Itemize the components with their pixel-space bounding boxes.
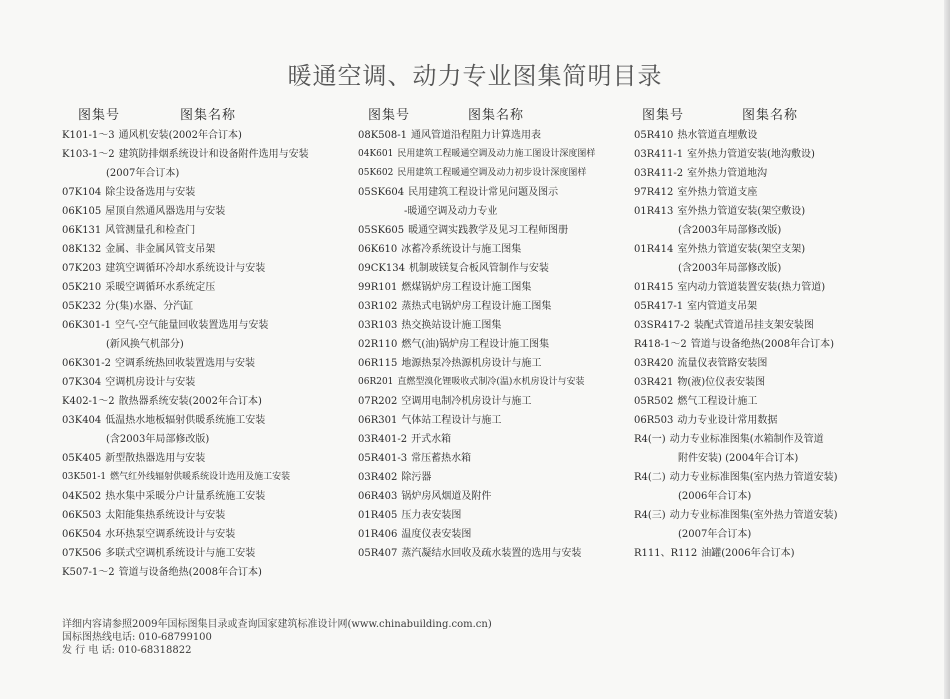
atlas-name: 冰蓄冷系统设计与施工图集	[401, 244, 522, 255]
atlas-code: 05SK604	[358, 187, 405, 198]
catalog-entry	[634, 525, 940, 544]
atlas-name: (含2003年局部修改版)	[678, 225, 782, 236]
atlas-name: 多联式空调机系统设计与施工安装	[105, 548, 256, 559]
catalog-entry	[62, 525, 352, 544]
atlas-code: 01R415	[634, 282, 674, 293]
atlas-name: 燃煤锅炉房工程设计施工图集	[401, 282, 532, 293]
page-title: 暖通空调、动力专业图集简明目录	[287, 62, 663, 90]
atlas-code: 05K232	[62, 301, 102, 312]
atlas-code: 06R201	[358, 377, 394, 387]
atlas-name: 直燃型溴化锂吸收式制冷(温)水机房设计与安装	[397, 377, 585, 387]
catalog-entry	[634, 544, 940, 563]
catalog-entry	[358, 145, 630, 164]
atlas-name: 常压蓄热水箱	[411, 453, 472, 464]
atlas-code: 05R407	[358, 548, 398, 559]
atlas-code: 08K132	[62, 244, 102, 255]
catalog-entry	[634, 392, 940, 411]
atlas-code: 97R412	[634, 187, 674, 198]
catalog-entry	[62, 297, 352, 316]
atlas-name: 散热器系统安装(2002年合订本)	[118, 396, 262, 407]
atlas-code: R418-1～2	[634, 339, 687, 350]
atlas-code: 05K405	[62, 453, 102, 464]
header-name: 图集名称	[468, 108, 525, 123]
atlas-code: R111、R112	[634, 548, 698, 559]
atlas-name: 气体站工程设计与施工	[401, 415, 502, 426]
atlas-code: 03R411-2	[634, 168, 684, 179]
atlas-code: 06K503	[62, 510, 102, 521]
atlas-code: 06K131	[62, 225, 102, 236]
atlas-name: (含2003年局部修改版)	[678, 263, 782, 274]
atlas-code: R4(三)	[634, 510, 666, 521]
atlas-name: 民用建筑工程暖通空调及动力施工图设计深度图样	[397, 149, 596, 159]
catalog-entry	[358, 183, 630, 202]
atlas-name: 室外热力管道安装(架空敷设)	[677, 206, 806, 217]
atlas-name: 空调用电制冷机房设计与施工	[401, 396, 532, 407]
atlas-name: 空调机房设计与安装	[105, 377, 196, 388]
catalog-entry	[634, 164, 940, 183]
atlas-name: 开式水箱	[411, 434, 452, 445]
catalog-entry	[634, 354, 940, 373]
catalog-entry	[358, 354, 630, 373]
atlas-name: 蒸汽凝结水回收及疏水装置的选用与安装	[401, 548, 582, 559]
catalog-entry	[358, 430, 630, 449]
catalog-column-2	[358, 104, 630, 563]
atlas-code: 01R406	[358, 529, 398, 540]
atlas-code: 03R103	[358, 320, 398, 331]
catalog-entry	[634, 278, 940, 297]
catalog-list	[634, 126, 940, 563]
catalog-entry	[62, 202, 352, 221]
atlas-name: 物(液)位仪表安装图	[677, 377, 766, 388]
catalog-entry	[358, 126, 630, 145]
catalog-entry	[634, 506, 940, 525]
catalog-entry	[358, 525, 630, 544]
catalog-entry	[62, 544, 352, 563]
atlas-name: 管道与设备绝热(2008年合订本)	[690, 339, 834, 350]
catalog-entry	[62, 563, 352, 582]
catalog-list	[62, 126, 352, 582]
catalog-entry	[634, 373, 940, 392]
catalog-entry	[62, 221, 352, 240]
atlas-code: 06K301-2	[62, 358, 112, 369]
atlas-name: 压力表安装图	[401, 510, 462, 521]
footer-sales-phone: 发 行 电 话: 010-68318822	[62, 645, 192, 656]
atlas-name: (2006年合订本)	[678, 491, 752, 502]
catalog-entry	[358, 278, 630, 297]
atlas-code: 03R402	[358, 472, 398, 483]
atlas-name: 机制玻镁复合板风管制作与安装	[408, 263, 549, 274]
atlas-name: 动力专业标准图集(室内热力管道安装)	[669, 472, 838, 483]
atlas-name: 空调系统热回收装置选用与安装	[115, 358, 256, 369]
catalog-entry	[62, 259, 352, 278]
atlas-name: 地源热泵冷热源机房设计与施工	[401, 358, 542, 369]
catalog-entry	[634, 430, 940, 449]
atlas-name: (含2003年局部修改版)	[106, 434, 210, 445]
catalog-entry	[634, 449, 940, 468]
atlas-name: 民用建筑工程设计常见问题及图示	[408, 187, 559, 198]
catalog-entry	[62, 183, 352, 202]
header-name: 图集名称	[180, 108, 237, 123]
catalog-entry	[62, 354, 352, 373]
atlas-name: 室外热力管道地沟	[687, 168, 768, 179]
atlas-code: 06R301	[358, 415, 398, 426]
atlas-code: 03SR417-2	[634, 320, 690, 331]
header-code: 图集号	[368, 108, 411, 123]
atlas-code: 06R115	[358, 358, 398, 369]
atlas-name: 暖通空调实践教学及见习工程师图册	[408, 225, 569, 236]
atlas-name: 室内管道支吊架	[687, 301, 758, 312]
atlas-code: 02R110	[358, 339, 398, 350]
atlas-code: 06K301-1	[62, 320, 112, 331]
catalog-entry	[634, 202, 940, 221]
catalog-entry	[62, 240, 352, 259]
column-header	[634, 104, 940, 126]
catalog-entry	[358, 202, 630, 221]
atlas-code: 06K105	[62, 206, 102, 217]
atlas-name: 燃气工程设计施工	[677, 396, 758, 407]
catalog-entry	[634, 145, 940, 164]
atlas-name: 屋顶自然通风器选用与安装	[105, 206, 226, 217]
atlas-code: 04K601	[358, 149, 394, 159]
atlas-code: 03K501-1	[62, 472, 107, 482]
catalog-entry	[62, 506, 352, 525]
header-name: 图集名称	[742, 108, 799, 123]
catalog-entry	[358, 487, 630, 506]
atlas-name: 燃气红外线辐射供暖系统设计选用及施工安装	[110, 472, 291, 482]
atlas-code: 05K602	[358, 168, 394, 178]
footer-hotline: 国标图热线电话: 010-68799100	[62, 632, 212, 643]
catalog-entry	[358, 449, 630, 468]
atlas-code: 01R405	[358, 510, 398, 521]
atlas-name: 通风机安装(2002年合订本)	[118, 130, 242, 141]
atlas-name: 低温热水地板辐射供暖系统施工安装	[105, 415, 266, 426]
atlas-code: 05K210	[62, 282, 102, 293]
catalog-entry	[62, 316, 352, 335]
atlas-name: (新风换气机部分)	[106, 339, 184, 350]
catalog-entry	[62, 487, 352, 506]
atlas-name: -暖通空调及动力专业	[404, 206, 498, 217]
catalog-entry	[62, 145, 352, 164]
catalog-entry	[634, 335, 940, 354]
atlas-name: 温度仪表安装图	[401, 529, 472, 540]
atlas-name: 室外热力管道支座	[677, 187, 758, 198]
atlas-code: 06K610	[358, 244, 398, 255]
atlas-code: 04K502	[62, 491, 102, 502]
catalog-column-3	[634, 104, 940, 563]
atlas-name: 民用建筑工程暖通空调及动力初步设计深度图样	[397, 168, 587, 178]
page-edge-shadow	[944, 0, 950, 699]
atlas-name: 空气-空气能量回收装置选用与安装	[115, 320, 269, 331]
atlas-code: 05R401-3	[358, 453, 408, 464]
atlas-code: 03K404	[62, 415, 102, 426]
atlas-name: 管道与设备绝热(2008年合订本)	[118, 567, 262, 578]
atlas-name: 风管测量孔和检查门	[105, 225, 196, 236]
atlas-code: 07K304	[62, 377, 102, 388]
catalog-entry	[62, 373, 352, 392]
atlas-code: 09CK134	[358, 263, 405, 274]
atlas-code: 01R413	[634, 206, 674, 217]
atlas-name: 锅炉房风烟道及附件	[401, 491, 492, 502]
atlas-name: 热水管道直埋敷设	[677, 130, 758, 141]
atlas-name: 室外热力管道安装(架空支架)	[677, 244, 806, 255]
catalog-entry	[358, 259, 630, 278]
catalog-list	[358, 126, 630, 563]
footer-website-note: 详细内容请参照2009年国标图集目录或查询国家建筑标准设计网(www.chinabuilding.com.cn)	[62, 619, 492, 630]
atlas-name: 通风管道沿程阻力计算选用表	[411, 130, 542, 141]
atlas-code: K402-1～2	[62, 396, 115, 407]
atlas-code: 05SK605	[358, 225, 405, 236]
catalog-entry	[358, 221, 630, 240]
catalog-entry	[358, 316, 630, 335]
atlas-name: (2007年合订本)	[678, 529, 752, 540]
atlas-name: 热交换站设计施工图集	[401, 320, 502, 331]
footer-contact	[62, 618, 492, 657]
catalog-column-1	[62, 104, 352, 582]
atlas-code: 05R410	[634, 130, 674, 141]
catalog-entry	[62, 430, 352, 449]
catalog-entry	[358, 411, 630, 430]
atlas-name: 蒸热式电锅炉房工程设计施工图集	[401, 301, 552, 312]
atlas-name: 附件安装) (2004年合订本)	[678, 453, 799, 464]
atlas-name: 油罐(2006年合订本)	[701, 548, 795, 559]
atlas-name: 除污器	[401, 472, 432, 483]
catalog-entry	[358, 297, 630, 316]
atlas-name: 除尘设备选用与安装	[105, 187, 196, 198]
atlas-name: 分(集)水器、分汽缸	[105, 301, 194, 312]
catalog-entry	[634, 183, 940, 202]
atlas-code: 07K203	[62, 263, 102, 274]
atlas-name: 热水集中采暖分户计量系统施工安装	[105, 491, 266, 502]
atlas-code: 06R503	[634, 415, 674, 426]
atlas-name: 金属、非金属风管支吊架	[105, 244, 216, 255]
atlas-code: 08K508-1	[358, 130, 408, 141]
atlas-name: 采暖空调循环水系统定压	[105, 282, 216, 293]
atlas-name: 太阳能集热系统设计与安装	[105, 510, 226, 521]
catalog-entry	[358, 544, 630, 563]
catalog-entry	[634, 297, 940, 316]
catalog-entry	[62, 278, 352, 297]
atlas-code: 99R101	[358, 282, 398, 293]
catalog-entry	[62, 468, 352, 487]
atlas-name: 燃气(油)锅炉房工程设计施工图集	[401, 339, 550, 350]
column-header	[62, 104, 352, 126]
atlas-name: 动力专业设计常用数据	[677, 415, 778, 426]
atlas-name: 动力专业标准图集(室外热力管道安装)	[669, 510, 838, 521]
catalog-entry	[358, 373, 630, 392]
atlas-name: 建筑防排烟系统设计和设备附件选用与安装	[118, 149, 309, 160]
atlas-code: 05R417-1	[634, 301, 684, 312]
catalog-entry	[634, 126, 940, 145]
catalog-entry	[634, 411, 940, 430]
atlas-name: 室外热力管道安装(地沟敷设)	[687, 149, 815, 160]
catalog-entry	[358, 468, 630, 487]
atlas-code: K101-1～3	[62, 130, 115, 141]
atlas-name: 流量仪表管路安装图	[677, 358, 768, 369]
atlas-name: 水环热泵空调系统设计与安装	[105, 529, 236, 540]
atlas-name: 室内动力管道装置安装(热力管道)	[677, 282, 826, 293]
catalog-entry	[62, 126, 352, 145]
atlas-name: 新型散热器选用与安装	[105, 453, 206, 464]
catalog-entry	[62, 164, 352, 183]
catalog-entry	[634, 487, 940, 506]
atlas-code: 03R421	[634, 377, 674, 388]
atlas-code: 03R411-1	[634, 149, 684, 160]
atlas-code: 01R414	[634, 244, 674, 255]
atlas-code: K103-1～2	[62, 149, 115, 160]
atlas-code: 03R401-2	[358, 434, 408, 445]
catalog-entry	[634, 221, 940, 240]
catalog-entry	[634, 316, 940, 335]
atlas-code: 07K104	[62, 187, 102, 198]
catalog-entry	[634, 259, 940, 278]
atlas-code: 05R502	[634, 396, 674, 407]
catalog-entry	[358, 392, 630, 411]
catalog-entry	[62, 392, 352, 411]
atlas-code: 07R202	[358, 396, 398, 407]
header-code: 图集号	[642, 108, 685, 123]
catalog-entry	[358, 506, 630, 525]
atlas-code: 07K506	[62, 548, 102, 559]
atlas-name: (2007年合订本)	[106, 168, 180, 179]
column-header	[358, 104, 630, 126]
catalog-entry	[62, 449, 352, 468]
catalog-entry	[634, 468, 940, 487]
atlas-code: 06K504	[62, 529, 102, 540]
catalog-entry	[358, 240, 630, 259]
header-code: 图集号	[78, 108, 121, 123]
catalog-entry	[358, 164, 630, 183]
atlas-code: R4(二)	[634, 472, 666, 483]
atlas-code: R4(一)	[634, 434, 666, 445]
catalog-entry	[634, 240, 940, 259]
atlas-code: 03R420	[634, 358, 674, 369]
atlas-code: K507-1～2	[62, 567, 115, 578]
atlas-name: 建筑空调循环冷却水系统设计与安装	[105, 263, 266, 274]
atlas-name: 动力专业标准图集(水箱制作及管道	[669, 434, 824, 445]
atlas-name: 装配式管道吊挂支架安装图	[693, 320, 814, 331]
catalog-entry	[62, 335, 352, 354]
atlas-code: 03R102	[358, 301, 398, 312]
catalog-entry	[62, 411, 352, 430]
catalog-entry	[358, 335, 630, 354]
atlas-code: 06R403	[358, 491, 398, 502]
